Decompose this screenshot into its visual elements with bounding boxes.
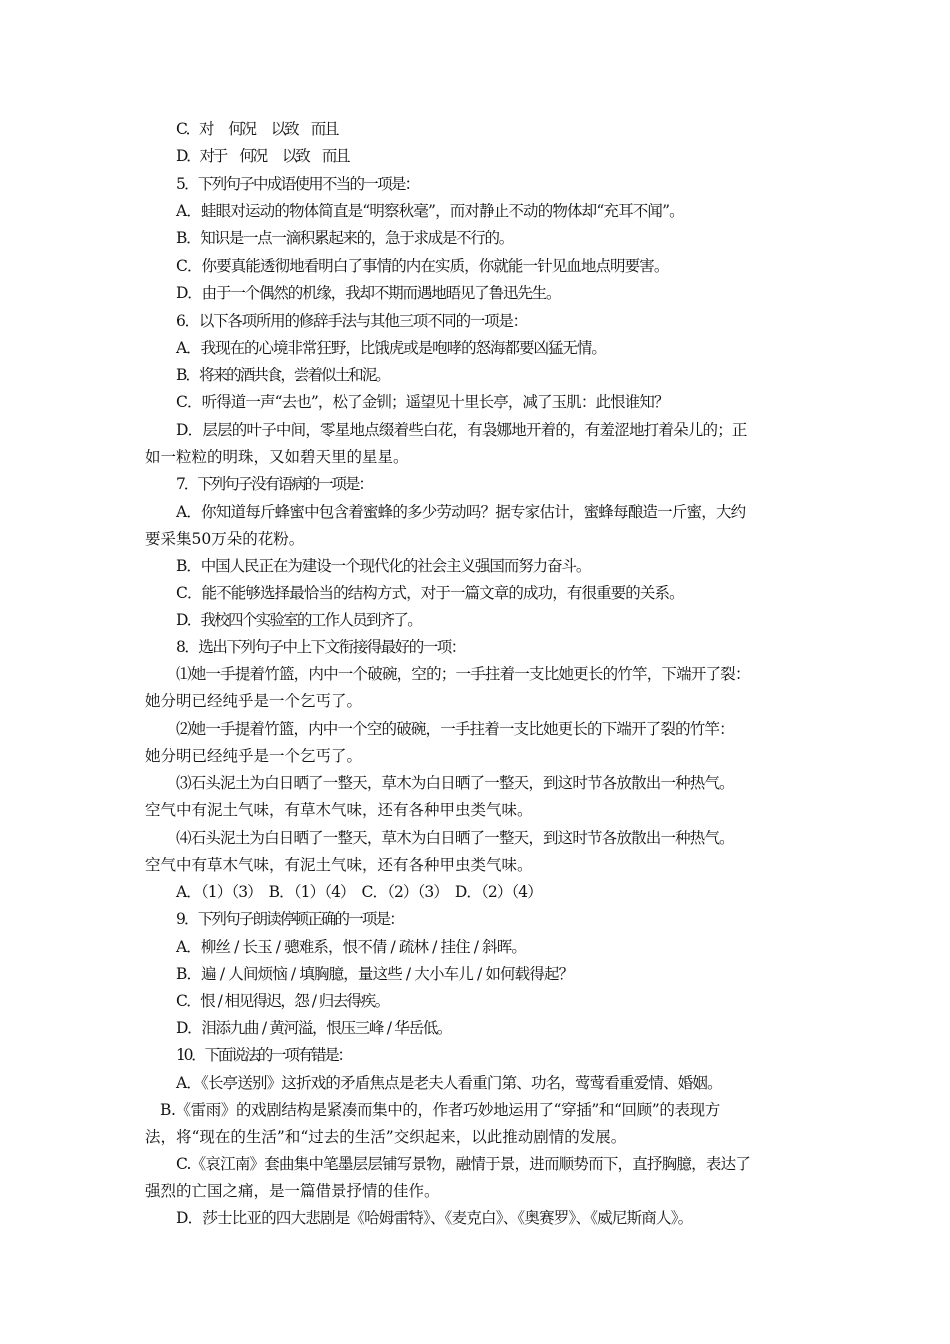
question-8: 8．选出下列句子中上下文衔接得最好的一项： bbox=[176, 638, 465, 656]
q7-option-d: D．我校四个实验室的工作人员到齐了。 bbox=[176, 611, 421, 629]
q8-sentence-3-cont: 空气中有泥土气味，有草木气味，还有各种甲虫类气味。 bbox=[145, 801, 533, 819]
question-10: 10．下面说法的一项有错是： bbox=[176, 1046, 351, 1064]
q8-sentence-4: ⑷石头泥土为白日晒了一整天，草木为白日晒了一整天，到这时节各放散出一种热气。 bbox=[176, 829, 734, 847]
q8-sentence-2: ⑵她一手提着竹篮，内中一个空的破碗，一手拄着一支比她更长的下端开了裂的竹竿： bbox=[176, 720, 734, 738]
q9-option-b: B．遍 / 人间烦恼 / 填胸臆，量这些 / 大小车儿 / 如何载得起？ bbox=[176, 965, 574, 983]
question-7: 7．下列句子没有语病的一项是： bbox=[176, 475, 372, 493]
q10-option-d: D．莎士比亚的四大悲剧是《哈姆雷特》、《麦克白》、《奥赛罗》、《威尼斯商人》。 bbox=[176, 1209, 693, 1227]
question-9: 9．下列句子朗读停顿正确的一项是： bbox=[176, 910, 403, 928]
q8-sentence-4-cont: 空气中有草木气味，有泥土气味，还有各种甲虫类气味。 bbox=[145, 856, 533, 874]
q10-option-c-cont: 强烈的亡国之痛，是一篇借景抒情的佳作。 bbox=[145, 1182, 440, 1200]
q6-option-d-cont: 如一粒粒的明珠，又如碧天里的星星。 bbox=[145, 448, 409, 466]
q5-option-b: B．知识是一点一滴积累起来的，急于求成是不行的。 bbox=[176, 229, 513, 247]
q5-option-c: C．你要真能透彻地看明白了事情的内在实质，你就能一针见血地点明要害。 bbox=[176, 257, 669, 275]
q5-option-a: A．蛙眼对运动的物体简直是“明察秋毫”，而对静止不动的物体却“充耳不闻”。 bbox=[176, 202, 684, 220]
question-6: 6．以下各项所用的修辞手法与其他三项不同的一项是： bbox=[176, 312, 527, 330]
q8-sentence-1: ⑴她一手提着竹篮，内中一个破碗，空的；一手拄着一支比她更长的竹竿，下端开了裂： bbox=[176, 665, 750, 683]
q5-option-d: D．由于一个偶然的机缘，我却不期而遇地晤见了鲁迅先生。 bbox=[176, 284, 561, 302]
q7-option-a: A．你知道每斤蜂蜜中包含着蜜蜂的多少劳动吗？据专家估计，蜜蜂每酿造一斤蜜，大约 bbox=[176, 503, 746, 521]
q10-option-b-cont: 法，将“现在的生活”和“过去的生活”交织起来，以此推动剧情的发展。 bbox=[145, 1128, 627, 1146]
q6-option-a: A．我现在的心境非常狂野，比饿虎或是咆哮的怒海都要凶猛无情。 bbox=[176, 339, 606, 357]
q7-option-c: C．能不能够选择最恰当的结构方式，对于一篇文章的成功，有很重要的关系。 bbox=[176, 584, 684, 602]
q6-option-d: D．层层的叶子中间，零星地点缀着些白花，有袅娜地开着的，有羞涩地打着朵儿的；正 bbox=[176, 421, 747, 439]
q8-sentence-3: ⑶石头泥土为白日晒了一整天，草木为白日晒了一整天，到这时节各放散出一种热气。 bbox=[176, 774, 734, 792]
q8-options: A．（1）（3） B．（1）（4） C．（2）（3） D．（2）（4） bbox=[176, 883, 542, 901]
question-5: 5．下列句子中成语使用不当的一项是： bbox=[176, 175, 419, 193]
option-d-line: D．对于 何况 以致 而且 bbox=[176, 147, 349, 165]
q6-option-c: C．听得道一声“去也”，松了金钏；遥望见十里长亭，减了玉肌：此恨谁知？ bbox=[176, 393, 669, 411]
option-c-line: C．对 何况 以致 而且 bbox=[176, 120, 338, 138]
q7-option-a-cont: 要采集50万朵的花粉。 bbox=[145, 530, 305, 548]
q9-option-a: A．柳丝 / 长玉 / 骢难系，恨不倩 / 疏林 / 挂住 / 斜晖。 bbox=[176, 938, 526, 956]
q10-option-c: C.《哀江南》套曲集中笔墨层层铺写景物，融情于景，进而顺势而下，直抒胸臆，表达了 bbox=[176, 1155, 751, 1173]
q8-sentence-2-cont: 她分明已经纯乎是一个乞丐了。 bbox=[145, 747, 363, 765]
q6-option-b: B．将来的酒共食，尝着似土和泥。 bbox=[176, 366, 389, 384]
q9-option-d: D．泪添九曲 / 黄河溢，恨压三峰 / 华岳低。 bbox=[176, 1019, 452, 1037]
q7-option-b: B．中国人民正在为建设一个现代化的社会主义强国而努力奋斗。 bbox=[176, 557, 591, 575]
q9-option-c: C．恨 / 相见得迟，怨 / 归去得疾。 bbox=[176, 992, 389, 1010]
q8-sentence-1-cont: 她分明已经纯乎是一个乞丐了。 bbox=[145, 692, 363, 710]
q10-option-b: B.《雷雨》的戏剧结构是紧凑而集中的，作者巧妙地运用了“穿插”和“回顾”的表现方 bbox=[160, 1101, 720, 1119]
q10-option-a: A．《长亭送别》这折戏的矛盾焦点是老夫人看重门第、功名，莺莺看重爱情、婚姻。 bbox=[176, 1074, 722, 1092]
